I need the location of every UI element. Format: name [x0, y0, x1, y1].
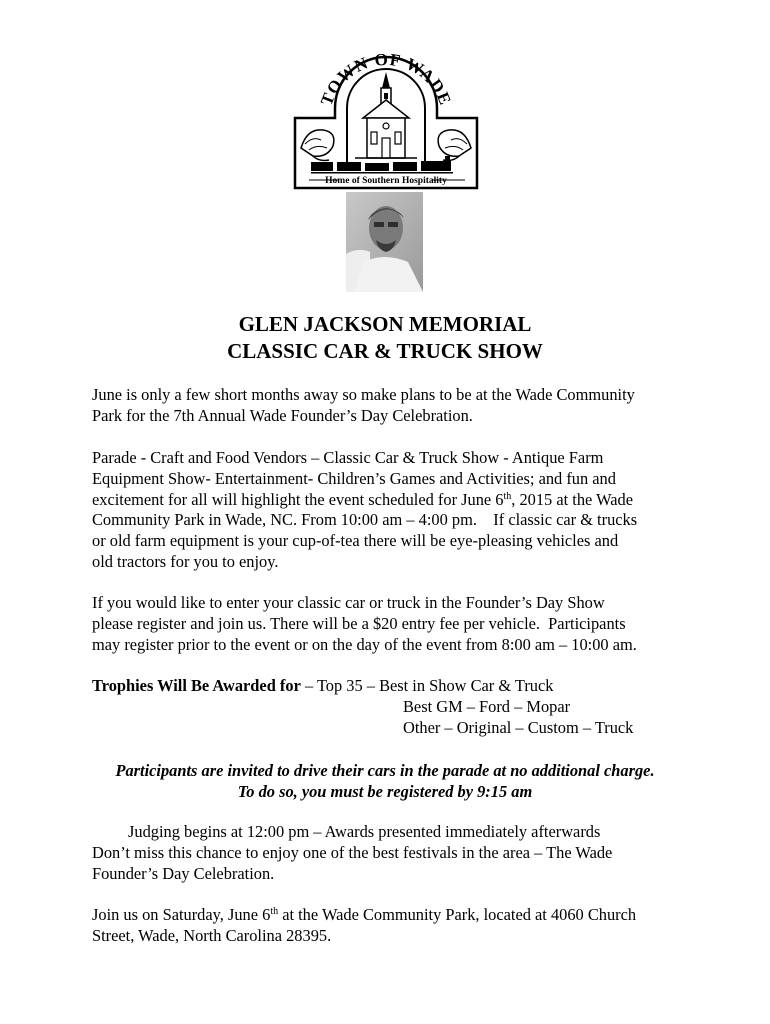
- text-line: [92, 905, 692, 926]
- text-line: may register prior to the event or on the day of the event from 8:00 am – 10:00 am.: [92, 634, 637, 654]
- registration-paragraph: [92, 593, 692, 655]
- text-line: Parade - Craft and Food Vendors – Classic Car & Truck Show - Antique Farm: [92, 448, 604, 467]
- parade-notice-line2: To do so, you must be registered by 9:15 am: [237, 782, 533, 801]
- judging-paragraph: [92, 822, 692, 884]
- text-line: Don’t miss this chance to enjoy one of the best festivals in the area – The Wade: [92, 842, 613, 862]
- location-paragraph: [92, 905, 692, 947]
- parade-notice-line1: Participants are invited to drive their cars in the parade at no additional charge.: [115, 761, 655, 780]
- ordinal-suffix: th: [270, 906, 279, 917]
- text-line: please register and join us. There will be a $20 entry fee per vehicle. Participants: [92, 613, 626, 633]
- text-line: Judging begins at 12:00 pm – Awards presented immediately afterwards: [128, 822, 601, 841]
- ordinal-suffix: th: [503, 490, 512, 502]
- event-title-line2: CLASSIC CAR & TRUCK SHOW: [227, 339, 543, 363]
- trophies-section: [92, 676, 692, 738]
- trophy-categories: Best GM – Ford – Mopar: [403, 696, 571, 716]
- town-logo: [293, 48, 479, 190]
- portrait-photo: [346, 192, 423, 292]
- svg-text:Home of Southern Hospitality: Home of Southern Hospitality: [325, 176, 447, 186]
- svg-text:TOWN OF WADE: TOWN OF WADE: [316, 49, 456, 109]
- intro-paragraph: [92, 385, 692, 427]
- text-line: Park for the 7th Annual Wade Founder’s Day Celebration.: [92, 405, 473, 425]
- text-line: June is only a few short months away so make plans to be at the Wade Community: [92, 385, 635, 404]
- text-line: Founder’s Day Celebration.: [92, 863, 275, 883]
- trophies-label: Trophies Will Be Awarded for: [92, 676, 301, 695]
- text-fragment: Join us on Saturday, June 6: [92, 905, 271, 924]
- text-fragment: at the Wade Community Park, located at 4060 Church: [278, 905, 637, 924]
- text-line: Street, Wade, North Carolina 28395.: [92, 925, 332, 945]
- text-line: Equipment Show- Entertainment- Children’s Games and Activities; and fun and: [92, 468, 616, 488]
- text-line: Community Park in Wade, NC. From 10:00 am – 4:00 pm. If classic car & trucks: [92, 510, 638, 530]
- text-line: [92, 490, 692, 511]
- event-title-line1: GLEN JACKSON MEMORIAL: [238, 312, 532, 336]
- text-line: or old farm equipment is your cup-of-tea there will be eye-pleasing vehicles and: [92, 531, 619, 551]
- trophy-categories: Other – Original – Custom – Truck: [403, 717, 634, 737]
- text-line: old tractors for you to enjoy.: [92, 551, 279, 571]
- text-line: If you would like to enter your classic car or truck in the Founder’s Day Show: [92, 593, 605, 612]
- activities-paragraph: [92, 448, 692, 573]
- text-fragment: , 2015 at the Wade: [511, 489, 633, 509]
- trophy-categories: – Top 35 – Best in Show Car & Truck: [300, 676, 554, 695]
- text-fragment: excitement for all will highlight the event scheduled for June 6: [92, 489, 504, 509]
- text-line: [92, 676, 692, 697]
